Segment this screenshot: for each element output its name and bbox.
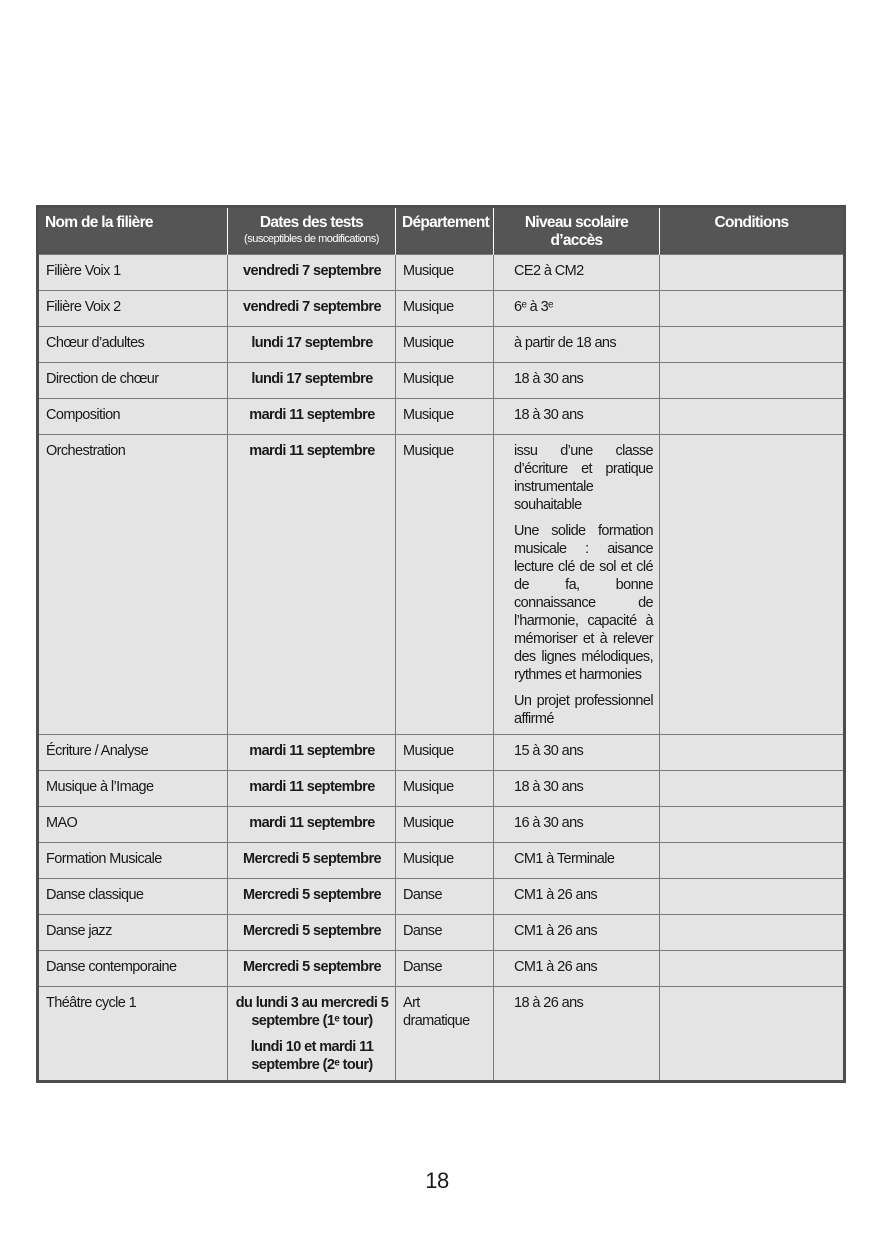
- level-paragraph: Une solide formation musicale : aisance lecture clé de sol et clé de fa, bonne connaissance de l’harmonie, capacité à mémoriser et à relever des lignes mélodiques, rythmes et harmonies: [514, 523, 653, 683]
- table-row: [38, 363, 845, 399]
- cell-conditions: [660, 771, 845, 807]
- table-row: [38, 255, 845, 291]
- cell-date: mardi 11 septembre: [228, 399, 396, 435]
- table-row: [38, 327, 845, 363]
- cell-department: Danse: [396, 915, 494, 951]
- cell-department: Musique: [396, 363, 494, 399]
- cell-conditions: [660, 735, 845, 771]
- admissions-table: [36, 205, 846, 1083]
- cell-level: 15 à 30 ans: [494, 735, 660, 771]
- level-paragraph: issu d’une classe d’écriture et pratique instrumentale souhaitable: [514, 443, 653, 513]
- table-row: [38, 771, 845, 807]
- table-row: [38, 291, 845, 327]
- cell-date: [228, 987, 396, 1082]
- cell-department: Danse: [396, 879, 494, 915]
- date-paragraph: du lundi 3 au mercredi 5 septembre (1ᵉ tour): [235, 995, 389, 1029]
- cell-level: 18 à 30 ans: [494, 399, 660, 435]
- cell-name: Chœur d’adultes: [38, 327, 228, 363]
- cell-level: 18 à 30 ans: [494, 363, 660, 399]
- header-department: Département: [396, 207, 494, 255]
- cell-name: Danse classique: [38, 879, 228, 915]
- cell-department: Art dramatique: [396, 987, 494, 1082]
- cell-date: mardi 11 septembre: [228, 771, 396, 807]
- cell-conditions: [660, 807, 845, 843]
- cell-conditions: [660, 363, 845, 399]
- cell-conditions: [660, 435, 845, 735]
- cell-level: 16 à 30 ans: [494, 807, 660, 843]
- cell-date: mardi 11 septembre: [228, 735, 396, 771]
- cell-date: vendredi 7 septembre: [228, 291, 396, 327]
- cell-name: Musique à l’Image: [38, 771, 228, 807]
- header-level: Niveau scolaire d’accès: [494, 207, 660, 255]
- table-header-row: [38, 207, 845, 255]
- cell-level: CM1 à 26 ans: [494, 951, 660, 987]
- cell-name: Filière Voix 2: [38, 291, 228, 327]
- cell-name: Danse jazz: [38, 915, 228, 951]
- cell-department: Danse: [396, 951, 494, 987]
- table-row: [38, 915, 845, 951]
- table-row: [38, 987, 845, 1082]
- cell-date: Mercredi 5 septembre: [228, 951, 396, 987]
- header-dates-sub: (susceptibles de modifications): [244, 233, 379, 245]
- cell-conditions: [660, 951, 845, 987]
- cell-department: Musique: [396, 435, 494, 735]
- header-conditions: Conditions: [660, 207, 845, 255]
- cell-level: [494, 435, 660, 735]
- table-row: [38, 399, 845, 435]
- cell-name: Composition: [38, 399, 228, 435]
- cell-name: Écriture / Analyse: [38, 735, 228, 771]
- page-number: 18: [425, 1168, 449, 1193]
- header-dates: [228, 207, 396, 255]
- header-name: Nom de la filière: [38, 207, 228, 255]
- cell-level: CM1 à 26 ans: [494, 915, 660, 951]
- cell-department: Musique: [396, 807, 494, 843]
- header-dates-label: Dates des tests: [259, 214, 364, 231]
- cell-department: Musique: [396, 771, 494, 807]
- cell-level: CE2 à CM2: [494, 255, 660, 291]
- cell-conditions: [660, 399, 845, 435]
- cell-department: Musique: [396, 327, 494, 363]
- cell-conditions: [660, 843, 845, 879]
- table-row: [38, 435, 845, 735]
- cell-date: Mercredi 5 septembre: [228, 915, 396, 951]
- cell-department: Musique: [396, 399, 494, 435]
- date-paragraph: lundi 10 et mardi 11 septembre (2ᵉ tour): [250, 1039, 374, 1073]
- cell-conditions: [660, 987, 845, 1082]
- table-row: [38, 879, 845, 915]
- cell-name: Danse contemporaine: [38, 951, 228, 987]
- table-row: [38, 735, 845, 771]
- cell-conditions: [660, 255, 845, 291]
- cell-department: Musique: [396, 735, 494, 771]
- table-row: [38, 951, 845, 987]
- cell-conditions: [660, 915, 845, 951]
- cell-date: Mercredi 5 septembre: [228, 843, 396, 879]
- cell-department: Musique: [396, 255, 494, 291]
- cell-level: 6ᵉ à 3ᵉ: [494, 291, 660, 327]
- cell-name: MAO: [38, 807, 228, 843]
- cell-name: Filière Voix 1: [38, 255, 228, 291]
- cell-name: Direction de chœur: [38, 363, 228, 399]
- cell-date: lundi 17 septembre: [228, 363, 396, 399]
- cell-name: Théâtre cycle 1: [38, 987, 228, 1082]
- cell-department: Musique: [396, 291, 494, 327]
- table-row: [38, 843, 845, 879]
- cell-level: 18 à 30 ans: [494, 771, 660, 807]
- cell-level: CM1 à 26 ans: [494, 879, 660, 915]
- cell-date: mardi 11 septembre: [228, 807, 396, 843]
- table-row: [38, 807, 845, 843]
- cell-level: à partir de 18 ans: [494, 327, 660, 363]
- cell-conditions: [660, 879, 845, 915]
- cell-conditions: [660, 291, 845, 327]
- cell-department: Musique: [396, 843, 494, 879]
- cell-name: Formation Musicale: [38, 843, 228, 879]
- cell-date: lundi 17 septembre: [228, 327, 396, 363]
- level-paragraph: Un projet professionnel affirmé: [514, 693, 653, 727]
- cell-date: mardi 11 septembre: [228, 435, 396, 735]
- cell-conditions: [660, 327, 845, 363]
- cell-level: CM1 à Terminale: [494, 843, 660, 879]
- cell-level: 18 à 26 ans: [494, 987, 660, 1082]
- cell-date: vendredi 7 septembre: [228, 255, 396, 291]
- cell-date: Mercredi 5 septembre: [228, 879, 396, 915]
- cell-name: Orchestration: [38, 435, 228, 735]
